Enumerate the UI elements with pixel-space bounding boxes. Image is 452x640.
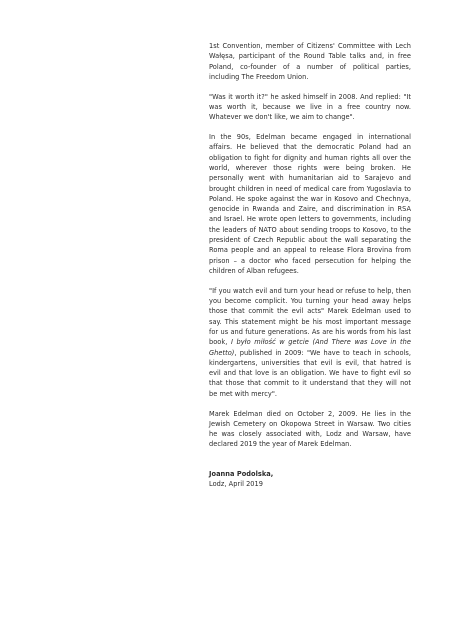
- paragraph-worth-it: "Was it worth it?" he asked himself in 2008. And replied: "It was worth it, because we live in a free country now. Whatever we don't like, we aim to change".: [209, 92, 411, 122]
- quote-text-before: "If you watch evil and turn your head or refuse to help, then you become complicit. You turning your head away helps those that commit the evil acts" Marek Edelman used to say. This statement might be his most important message for us and future generations. As are his words from his last book,: [209, 286, 411, 347]
- quote-text-after: , published in 2009: "We have to teach in schools, kindergartens, universities that evil is evil, that hatred is evil and that love is an obligation. We have to fight evil so that those that commit to it understand that they will not be met with mercy".: [209, 348, 411, 398]
- author-name: Joanna Podolska,: [209, 469, 274, 478]
- book-title: I było miłość w getcie (And There was Love in the Ghetto): [209, 338, 412, 357]
- paragraph-death: Marek Edelman died on October 2, 2009. He lies in the Jewish Cemetery on Okopowa Street in Warsaw. Two cities he was closely associated with, Lodz and Warsaw, have declared 2019 the year of Marek Edelman.: [209, 409, 411, 449]
- article-text-column: [209, 41, 411, 489]
- paragraph-international-affairs: In the 90s, Edelman became engaged in international affairs. He believed that the democratic Poland had an obligation to fight for dignity and human rights all over the world, wherever those rights were being broken. He personally went with humanitarian aid to Sarajevo and brought children in need of medical care from Yugoslavia to Poland. He spoke against the war in Kosovo and Chechnya, genocide in Rwanda and Zaire, and discrimination in RSA and Israel. He wrote open letters to governments, including the leaders of NATO about sending troops to Kosovo, to the president of Czech Republic about the wall separating the Roma people and an appeal to release Flora Brovina from prison – a doctor who faced persecution for helping the children of Alban refugees.: [209, 133, 411, 275]
- paragraph-convention: 1st Convention, member of Citizens' Committee with Lech Wałęsa, participant of the Round Table talks and, in free Poland, co-founder of a number of political parties, including The Freedom Union.: [209, 42, 411, 81]
- signature-block: [209, 469, 411, 490]
- place-and-date: Lodz, April 2019: [209, 479, 264, 488]
- paragraph-quote: [209, 286, 411, 399]
